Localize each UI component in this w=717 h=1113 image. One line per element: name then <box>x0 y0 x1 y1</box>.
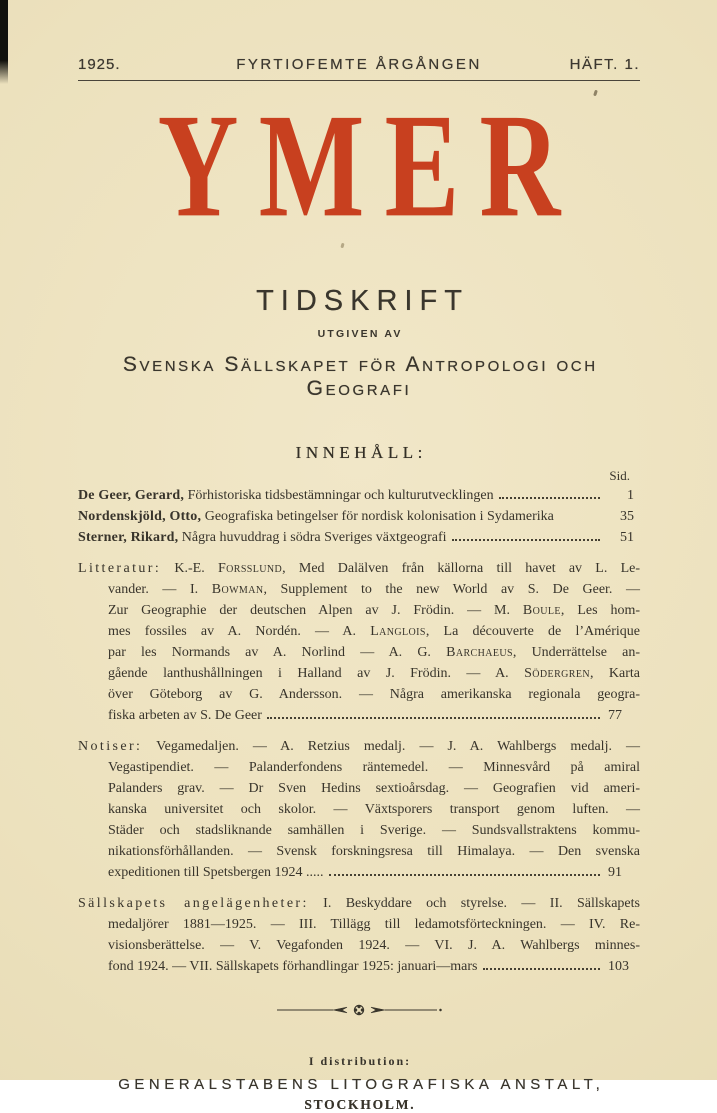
journal-subtitle: TIDSKRIFT <box>256 285 469 317</box>
section-line <box>78 799 640 820</box>
toc-page-number: 35 <box>620 509 634 524</box>
distribution-label: I distribution: <box>308 1054 412 1068</box>
toc-title: Geografiska betingelser för nordisk kolonisation i Sydamerika <box>201 509 554 524</box>
contents-section-sallskapets-angelagenheter <box>78 893 640 977</box>
printer-name: GENERALSTABENS LITOGRAFISKA ANSTALT, <box>118 1076 605 1093</box>
text-segment: , Karta <box>589 666 640 681</box>
contents-section-notiser <box>78 736 640 883</box>
text-segment: K.-E. <box>161 561 218 576</box>
text-segment: visionsberättelse. — V. Vegafonden 1924. — VI. J. A. Wahlbergs minnes- <box>108 938 640 953</box>
text-segment: kanska universitet och skolor. — Växtsporers transport genom luften. — <box>108 802 640 817</box>
text-segment: , Med Dalälven från källorna till havet av L. Le- <box>282 561 640 576</box>
toc-list <box>78 485 640 548</box>
text-segment: Litteratur: <box>78 561 162 576</box>
text-segment: , Supplement to the new World av S. De Geer. — <box>263 582 641 597</box>
page-footer <box>78 1054 640 1113</box>
section-line <box>78 558 640 579</box>
toc-author: Sterner, Rikard, <box>78 530 179 545</box>
section-page-number: 103 <box>608 959 629 974</box>
text-segment: Boule <box>522 603 561 618</box>
toc-page-number: 51 <box>620 530 634 545</box>
text-segment: Vegamedaljen. — A. Retzius medalj. — J. A. Wahlbergs medalj. — <box>142 739 640 754</box>
header-volume: FYRTIOFEMTE ÅRGÅNGEN <box>236 56 482 73</box>
text-segment: Palanders grav. — Dr Sven Hedins sextioårsdag. — Geografien vid ameri- <box>108 781 640 796</box>
section-line <box>78 642 640 663</box>
text-segment: Forsslund <box>217 561 283 576</box>
scan-edge-artifact <box>0 0 8 84</box>
ornament-divider-icon <box>275 1003 443 1017</box>
text-segment: gående lanthushållningen i Halland av J. Frödin. — A. <box>108 666 525 681</box>
text-segments <box>108 705 262 726</box>
text-segment: Vegastipendiet. — Palanderfondens räntemedel. — Minnesvård på amiral <box>108 760 640 775</box>
header-rule <box>78 80 640 81</box>
section-leader <box>483 968 600 970</box>
text-segment: Bowman <box>211 582 264 597</box>
section-line <box>78 736 640 757</box>
section-line <box>78 621 640 642</box>
toc-leader <box>452 539 600 541</box>
section-line <box>78 914 640 935</box>
text-segment: expeditionen till Spetsbergen 1924 ..... <box>108 865 324 880</box>
section-line <box>78 663 640 684</box>
section-line <box>78 778 640 799</box>
text-segment: I. Beskyddare och styrelse. — II. Sällskapets <box>308 896 640 911</box>
section-leader <box>329 874 600 876</box>
text-segment: Barchaeus <box>446 645 513 660</box>
toc-article-row <box>78 527 640 548</box>
toc-author: De Geer, Gerard, <box>78 488 185 503</box>
toc-article-row <box>78 506 640 527</box>
text-segment: nikationsförhållanden. — Svensk forskningsresa till Himalaya. — Den svenska <box>108 844 640 859</box>
toc-page-number: 1 <box>627 488 634 503</box>
text-segment: , Les hom- <box>560 603 640 618</box>
section-line <box>78 820 640 841</box>
section-last-line <box>78 705 640 726</box>
toc-leader <box>499 497 600 499</box>
header-issue: HÄFT. 1. <box>569 56 640 73</box>
text-segment: vander. — I. <box>108 582 212 597</box>
toc-title: Några huvuddrag i södra Sveriges växtgeografi <box>178 530 447 545</box>
contents-heading: INNEHÅLL: <box>295 443 427 462</box>
section-leader <box>267 717 600 719</box>
section-line <box>78 757 640 778</box>
text-segment: fiska arbeten av S. De Geer <box>108 708 262 723</box>
printer-city: STOCKHOLM. <box>304 1097 416 1112</box>
section-last-line <box>78 956 640 977</box>
text-segment: , Underrättelse an- <box>512 645 640 660</box>
page-column-label: Sid. <box>609 468 630 483</box>
section-line <box>78 935 640 956</box>
header-year: 1925. <box>78 56 121 73</box>
page-header <box>78 56 640 73</box>
text-segment: medaljörer 1881—1925. — III. Tillägg till ledamotsförteckningen. — IV. Re- <box>108 917 640 932</box>
section-page-number: 77 <box>608 708 622 723</box>
section-line <box>78 841 640 862</box>
section-line <box>78 684 640 705</box>
section-last-line <box>78 862 640 883</box>
section-line <box>78 600 640 621</box>
toc-title: Förhistoriska tidsbestämningar och kulturutvecklingen <box>184 488 494 503</box>
text-segment: par les Normands av A. Norlind — A. G. <box>108 645 447 660</box>
text-segment: Södergren <box>524 666 590 681</box>
text-segment: , La découverte de l’Amérique <box>425 624 640 639</box>
text-segments <box>108 956 478 977</box>
ornament-divider <box>78 1003 640 1022</box>
toc-author: Nordenskjöld, Otto, <box>78 509 202 524</box>
text-segment: Notiser: <box>78 739 143 754</box>
section-page-number: 91 <box>608 865 622 880</box>
text-segment: över Göteborg av G. Andersson. — Några amerikanska regionala geogra- <box>108 687 640 702</box>
journal-title: YMER <box>157 83 581 249</box>
text-segments <box>108 862 324 883</box>
toc-article-row <box>78 485 640 506</box>
section-line <box>78 893 640 914</box>
text-segment: Langlois <box>370 624 426 639</box>
text-segment: Städer och stadsliknande samhällen i Sverige. — Sundsvallstraktens kommu- <box>108 823 640 838</box>
published-by-label: UTGIVEN AV <box>317 328 403 340</box>
text-segment: Zur Geographie der deutschen Alpen av J. Frödin. — M. <box>108 603 523 618</box>
text-segment: mes fossiles av A. Nordén. — A. <box>108 624 371 639</box>
society-name: Svenska Sällskapet för Antropologi och Geografi <box>122 353 598 400</box>
contents-section-litteratur <box>78 558 640 726</box>
text-segment: fond 1924. — VII. Sällskapets förhandlingar 1925: januari—mars <box>108 959 478 974</box>
section-line <box>78 579 640 600</box>
contents-sections <box>78 558 640 977</box>
text-segment: Sällskapets angelägenheter: <box>78 896 309 911</box>
